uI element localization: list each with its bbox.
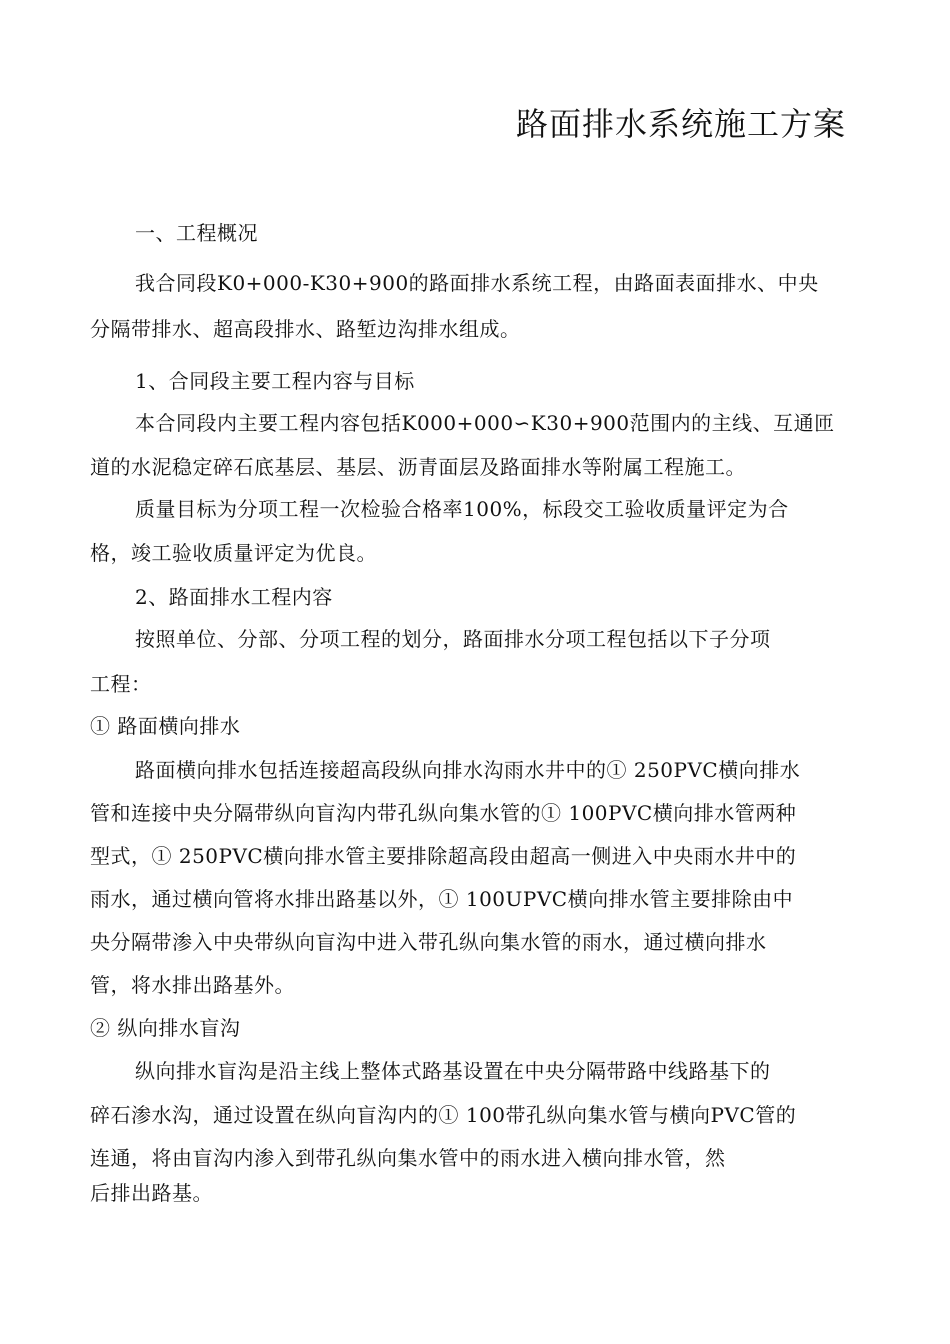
paragraph-line: 本合同段内主要工程内容包括K000+000∽K30+900范围内的主线、互通匝 xyxy=(135,411,835,435)
paragraph-line: 管和连接中央分隔带纵向盲沟内带孔纵向集水管的① 100PVC横向排水管两种 xyxy=(90,801,797,825)
page-title: 路面排水系统施工方案 xyxy=(515,105,846,143)
paragraph-line: 纵向排水盲沟是沿主线上整体式路基设置在中央分隔带路中线路基下的 xyxy=(135,1059,771,1083)
paragraph-line: 工程： xyxy=(90,672,152,696)
paragraph-line: 央分隔带渗入中央带纵向盲沟中进入带孔纵向集水管的雨水，通过横向排水 xyxy=(90,930,767,954)
paragraph-line: 路面横向排水包括连接超高段纵向排水沟雨水井中的① 250PVC横向排水 xyxy=(135,758,801,782)
paragraph-line: 碎石渗水沟，通过设置在纵向盲沟内的① 100带孔纵向集水管与横向PVC管的 xyxy=(90,1103,797,1127)
paragraph-line: 按照单位、分部、分项工程的划分，路面排水分项工程包括以下子分项 xyxy=(135,627,771,651)
item-heading-longitudinal-drain: ② 纵向排水盲沟 xyxy=(90,1016,241,1040)
item-heading-transverse-drainage: ① 路面横向排水 xyxy=(90,714,241,738)
paragraph-line: 分隔带排水、超高段排水、路堑边沟排水组成。 xyxy=(90,317,521,341)
paragraph-line: 管，将水排出路基外。 xyxy=(90,973,295,997)
paragraph-line: 我合同段K0+000-K30+900的路面排水系统工程，由路面表面排水、中央 xyxy=(135,271,819,295)
subsection-heading-drainage: 2、路面排水工程内容 xyxy=(135,585,333,609)
paragraph-line: 雨水，通过横向管将水排出路基以外，① 100UPVC横向排水管主要排除由中 xyxy=(90,887,794,911)
paragraph-line: 型式，① 250PVC横向排水管主要排除超高段由超高一侧进入中央雨水井中的 xyxy=(90,844,797,868)
subsection-heading-scope: 1、合同段主要工程内容与目标 xyxy=(135,369,415,393)
section-heading-overview: 一、工程概况 xyxy=(135,221,258,245)
paragraph-line: 格，竣工验收质量评定为优良。 xyxy=(90,541,377,565)
paragraph-line: 连通，将由盲沟内渗入到带孔纵向集水管中的雨水进入横向排水管，然 xyxy=(90,1146,726,1170)
paragraph-line: 后排出路基。 xyxy=(90,1181,213,1205)
paragraph-line: 道的水泥稳定碎石底基层、基层、沥青面层及路面排水等附属工程施工。 xyxy=(90,455,746,479)
paragraph-line: 质量目标为分项工程一次检验合格率100%，标段交工验收质量评定为合 xyxy=(135,497,789,521)
